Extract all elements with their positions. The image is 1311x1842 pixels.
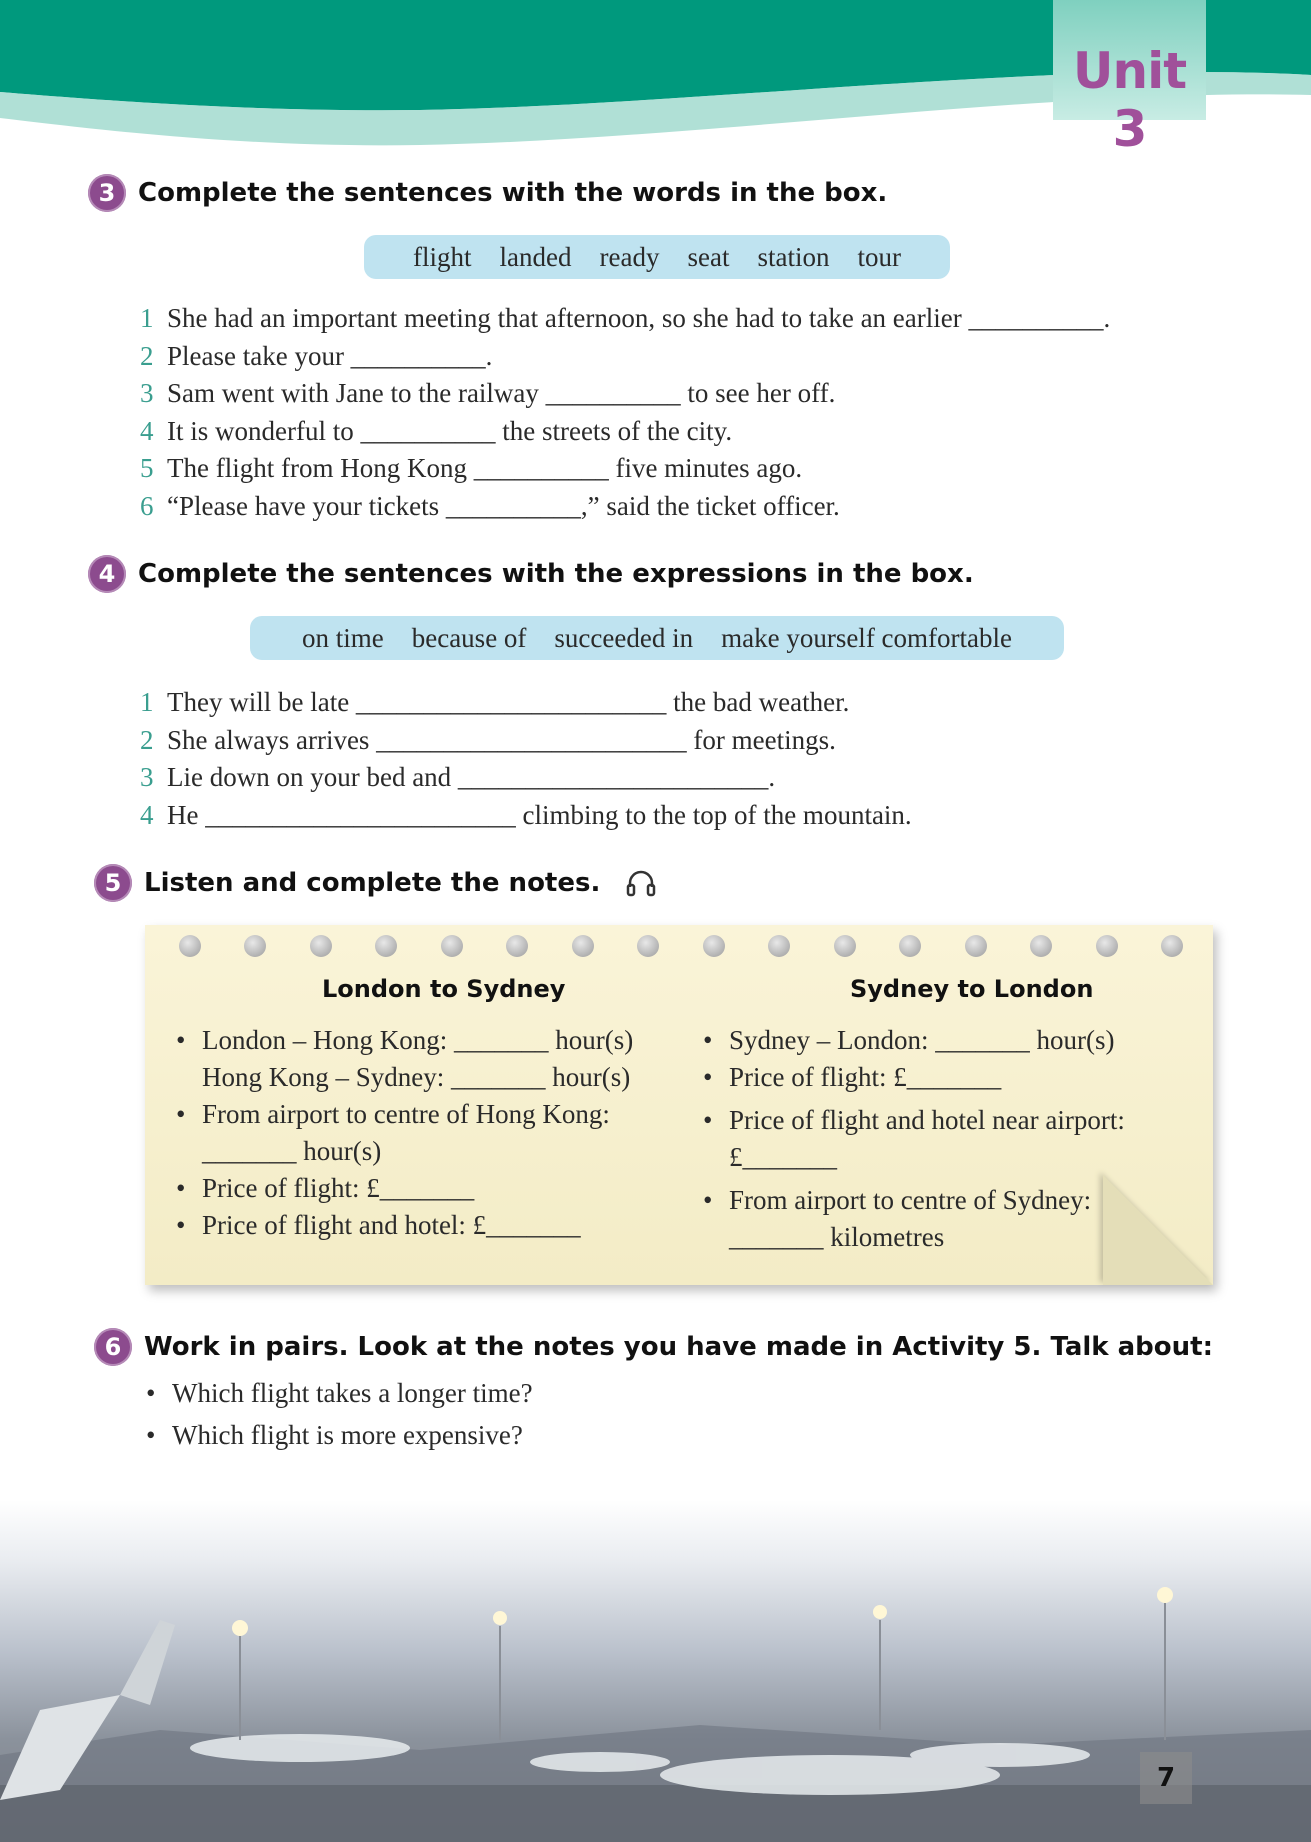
note-line: • From airport to centre of Hong Kong: [202,1099,610,1130]
word-item: seat [687,241,730,272]
right-column-title: Sydney to London [850,975,1094,1003]
note-line: • From airport to centre of Sydney: [729,1185,1091,1216]
binder-hole [1030,935,1052,957]
expression-item: on time [301,622,384,653]
binder-hole [637,935,659,957]
binder-hole [768,935,790,957]
activity-4-instruction: Complete the sentences with the expressions in the box. [138,559,974,589]
activity-6-instruction: Work in pairs. Look at the notes you have made in Activity 5. Talk about: [144,1332,1213,1362]
sentence-number: 4 [140,415,154,446]
binder-hole [1161,935,1183,957]
activity-number-badge: 5 [94,864,132,902]
sentence-item [140,684,912,722]
word-item: ready [599,241,660,272]
page-curl [1103,1175,1213,1285]
sentence-text: They will be late _______________________ the bad weather. [167,687,850,717]
expression-item: succeeded in [554,622,694,653]
binder-hole [310,935,332,957]
binder-hole [244,935,266,957]
sentence-number: 4 [140,799,154,830]
activity-number-badge: 4 [88,555,126,593]
sentence-text: It is wonderful to __________ the streets of the city. [167,415,733,446]
sentence-item [140,338,1110,376]
expression-box [250,616,1064,660]
word-item: station [757,241,830,272]
airport-scene-graphic [0,1500,1311,1842]
activity-3-instruction: Complete the sentences with the words in the box. [138,178,888,208]
activity-number-badge: 3 [88,174,126,212]
activity-4-sentence-list [140,684,912,834]
binder-hole [965,935,987,957]
word-box [364,235,950,279]
binder-hole [834,935,856,957]
sentence-number: 2 [140,340,154,371]
note-line: • Price of flight: £_______ [202,1173,474,1204]
binder-hole [572,935,594,957]
activity-number-badge: 6 [94,1328,132,1366]
note-line: _______ hour(s) [202,1136,382,1166]
sentence-item [140,488,1110,526]
talk-question: • Which flight is more expensive? [172,1420,523,1451]
binder-hole [375,935,397,957]
note-line: £_______ [729,1142,837,1172]
sentence-text: Sam went with Jane to the railway __________ to see her off. [167,378,836,408]
activity-6-heading [94,1328,1213,1366]
sentence-number: 5 [140,453,154,483]
note-line: • Price of flight and hotel near airport: [729,1105,1125,1136]
sentence-number: 6 [140,490,154,521]
sentence-item [140,300,1110,338]
word-item: tour [857,241,901,272]
note-line: • Price of flight: £_______ [729,1062,1001,1093]
sentence-item [140,759,912,797]
note-line: • London – Hong Kong: _______ hour(s) [202,1025,633,1056]
page-number: 7 [1140,1752,1192,1804]
binder-hole [899,935,921,957]
header-band [0,0,1311,160]
sentence-item [140,797,912,835]
binder-hole [1096,935,1118,957]
binder-hole [441,935,463,957]
notes-card [145,925,1213,1285]
talk-question: • Which flight takes a longer time? [172,1378,533,1409]
expression-item: make yourself comfortable [721,622,1012,653]
binder-hole [179,935,201,957]
activity-3-heading [88,174,887,212]
sentence-number: 1 [140,687,154,717]
sentence-text: Please take your __________. [167,340,493,371]
sentence-item [140,450,1110,488]
binder-hole [506,935,528,957]
sentence-text: She always arrives _______________________ for meetings. [167,724,836,755]
sentence-number: 2 [140,724,154,755]
note-line: Hong Kong – Sydney: _______ hour(s) [202,1062,631,1092]
activity-3-sentence-list [140,300,1110,525]
sentence-text: The flight from Hong Kong __________ five minutes ago. [167,453,803,483]
note-line: _______ kilometres [729,1222,945,1252]
word-item: landed [499,241,572,272]
activity-5-instruction: Listen and complete the notes. [144,868,601,898]
activity-4-heading [88,555,974,593]
activity-5-heading [94,864,656,902]
expression-item: because of [411,622,527,653]
sentence-number: 3 [140,762,154,792]
note-line: • Price of flight and hotel: £_______ [202,1210,581,1241]
sentence-item [140,413,1110,451]
sentence-text: He _______________________ climbing to the top of the mountain. [167,799,912,830]
sentence-text: She had an important meeting that afternoon, so she had to take an earlier __________. [167,303,1111,333]
sentence-item [140,722,912,760]
sentence-text: Lie down on your bed and _______________________. [167,762,776,792]
binder-hole [703,935,725,957]
sentence-number: 3 [140,378,154,408]
unit-title: Unit 3 [1072,42,1187,158]
left-column-title: London to Sydney [322,975,566,1003]
airport-photo [0,1500,1311,1842]
headphones-icon[interactable] [626,869,656,897]
sentence-item [140,375,1110,413]
word-item: flight [413,241,472,272]
note-line: • Sydney – London: _______ hour(s) [729,1025,1114,1056]
sentence-number: 1 [140,303,154,333]
sentence-text: “Please have your tickets __________,” said the ticket officer. [167,490,840,521]
